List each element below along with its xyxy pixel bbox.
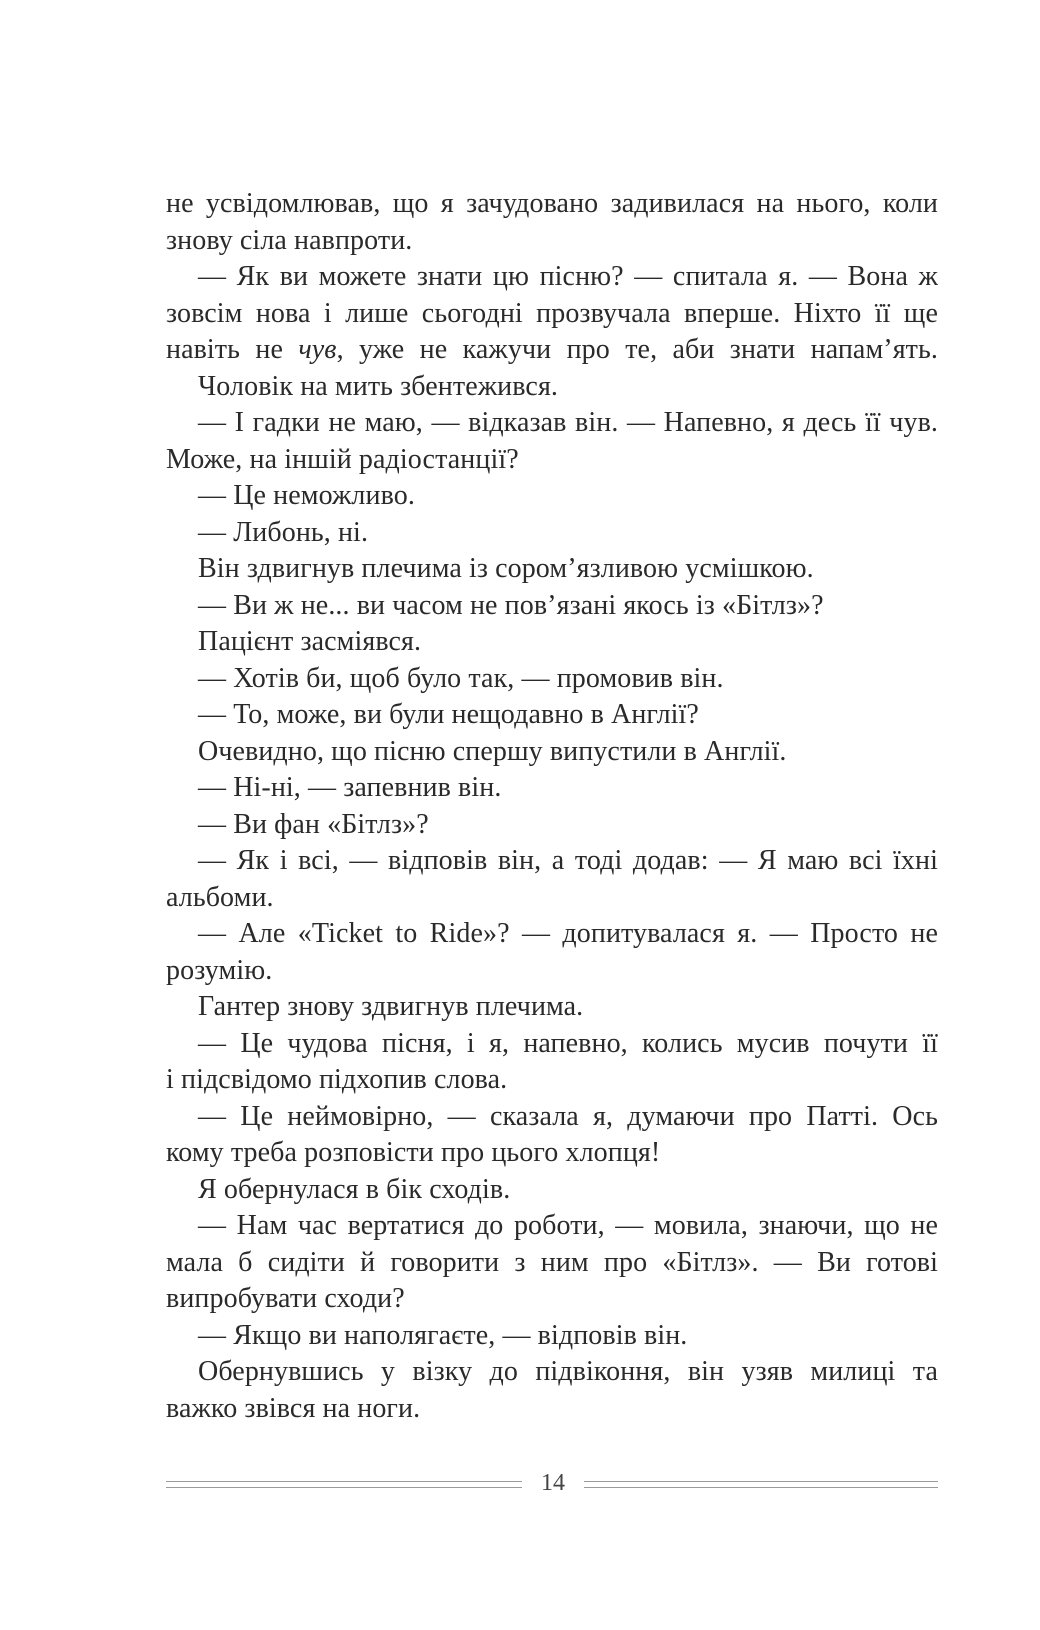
text-line: — Це неможливо. bbox=[198, 480, 415, 511]
text-line: Чоловік на мить збентежився. bbox=[198, 370, 559, 402]
text-line: розумію. bbox=[166, 954, 273, 986]
text-line: зовсім нова і лише сьогодні прозвучала вперше. Ніхто її ще bbox=[166, 297, 938, 329]
text-line: — Якщо ви наполягаєте, — відповів він. bbox=[198, 1319, 688, 1351]
text-line: і підсвідомо підхопив слова. bbox=[166, 1064, 508, 1095]
footer-rule-right bbox=[584, 1481, 938, 1488]
text-line: — Це неймовірно, — сказала я, думаючи про Патті. Ось bbox=[198, 1100, 938, 1132]
text-line: — Либонь, ні. bbox=[198, 516, 369, 548]
text-line: — Як і всі, — відповів він, а тоді додав: — Я маю всі їхні bbox=[198, 845, 938, 876]
text-line: Очевидно, що пісню спершу випустили в Англії. bbox=[198, 735, 787, 767]
page-footer bbox=[166, 1468, 938, 1498]
text-line: — Як ви можете знати цю пісню? — спитала я. — Вона ж bbox=[198, 261, 938, 292]
text-line: знову сіла навпроти. bbox=[166, 224, 413, 256]
text-line: мала б сидіти й говорити з ним про «Бітлз». — Ви готові bbox=[166, 1246, 938, 1278]
text-line: — Це чудова пісня, і я, напевно, колись мусив почути її bbox=[198, 1027, 938, 1059]
text-line: — Ви фан «Бітлз»? bbox=[198, 808, 429, 840]
text-line: Може, на іншій радіостанції? bbox=[166, 443, 519, 475]
page-body bbox=[166, 186, 938, 1427]
footer-rule-left bbox=[166, 1481, 522, 1488]
text-line: Пацієнт засміявся. bbox=[198, 626, 422, 657]
text-line: Я обернулася в бік сходів. bbox=[198, 1173, 511, 1205]
page-number: 14 bbox=[541, 1470, 565, 1496]
text-line: — Хотів би, щоб було так, — промовив він. bbox=[198, 662, 724, 694]
text-line: Він здвигнув плечима із сором’язливою усмішкою. bbox=[198, 553, 814, 584]
text-line: навіть не чув, уже не кажучи про те, аби знати напам’ять. bbox=[166, 334, 938, 365]
text-line: — Нам час вертатися до роботи, — мовила, знаючи, що не bbox=[198, 1210, 938, 1241]
text-line: — І гадки не маю, — відказав він. — Напевно, я десь її чув. bbox=[198, 407, 938, 438]
text-line: важко звівся на ноги. bbox=[166, 1392, 421, 1424]
text-line: — То, може, ви були нещодавно в Англії? bbox=[198, 699, 699, 730]
text-line: кому треба розповісти про цього хлопця! bbox=[166, 1137, 661, 1168]
text-line: — Ні-ні, — запевнив він. bbox=[198, 772, 502, 803]
text-line: альбоми. bbox=[166, 881, 274, 913]
text-line: не усвідомлював, що я зачудовано задивилася на нього, коли bbox=[166, 188, 938, 219]
text-line: — Ви ж не... ви часом не пов’язані якось із «Бітлз»? bbox=[198, 589, 824, 621]
text-line: Гантер знову здвигнув плечима. bbox=[198, 991, 584, 1022]
emphasis: чув bbox=[298, 334, 337, 365]
text-line: — Але «Ticket to Ride»? — допитувалася я. — Просто не bbox=[198, 918, 938, 949]
text-line: випробувати сходи? bbox=[166, 1283, 405, 1314]
text-line: Обернувшись у візку до підвіконня, він узяв милиці та bbox=[198, 1356, 938, 1387]
